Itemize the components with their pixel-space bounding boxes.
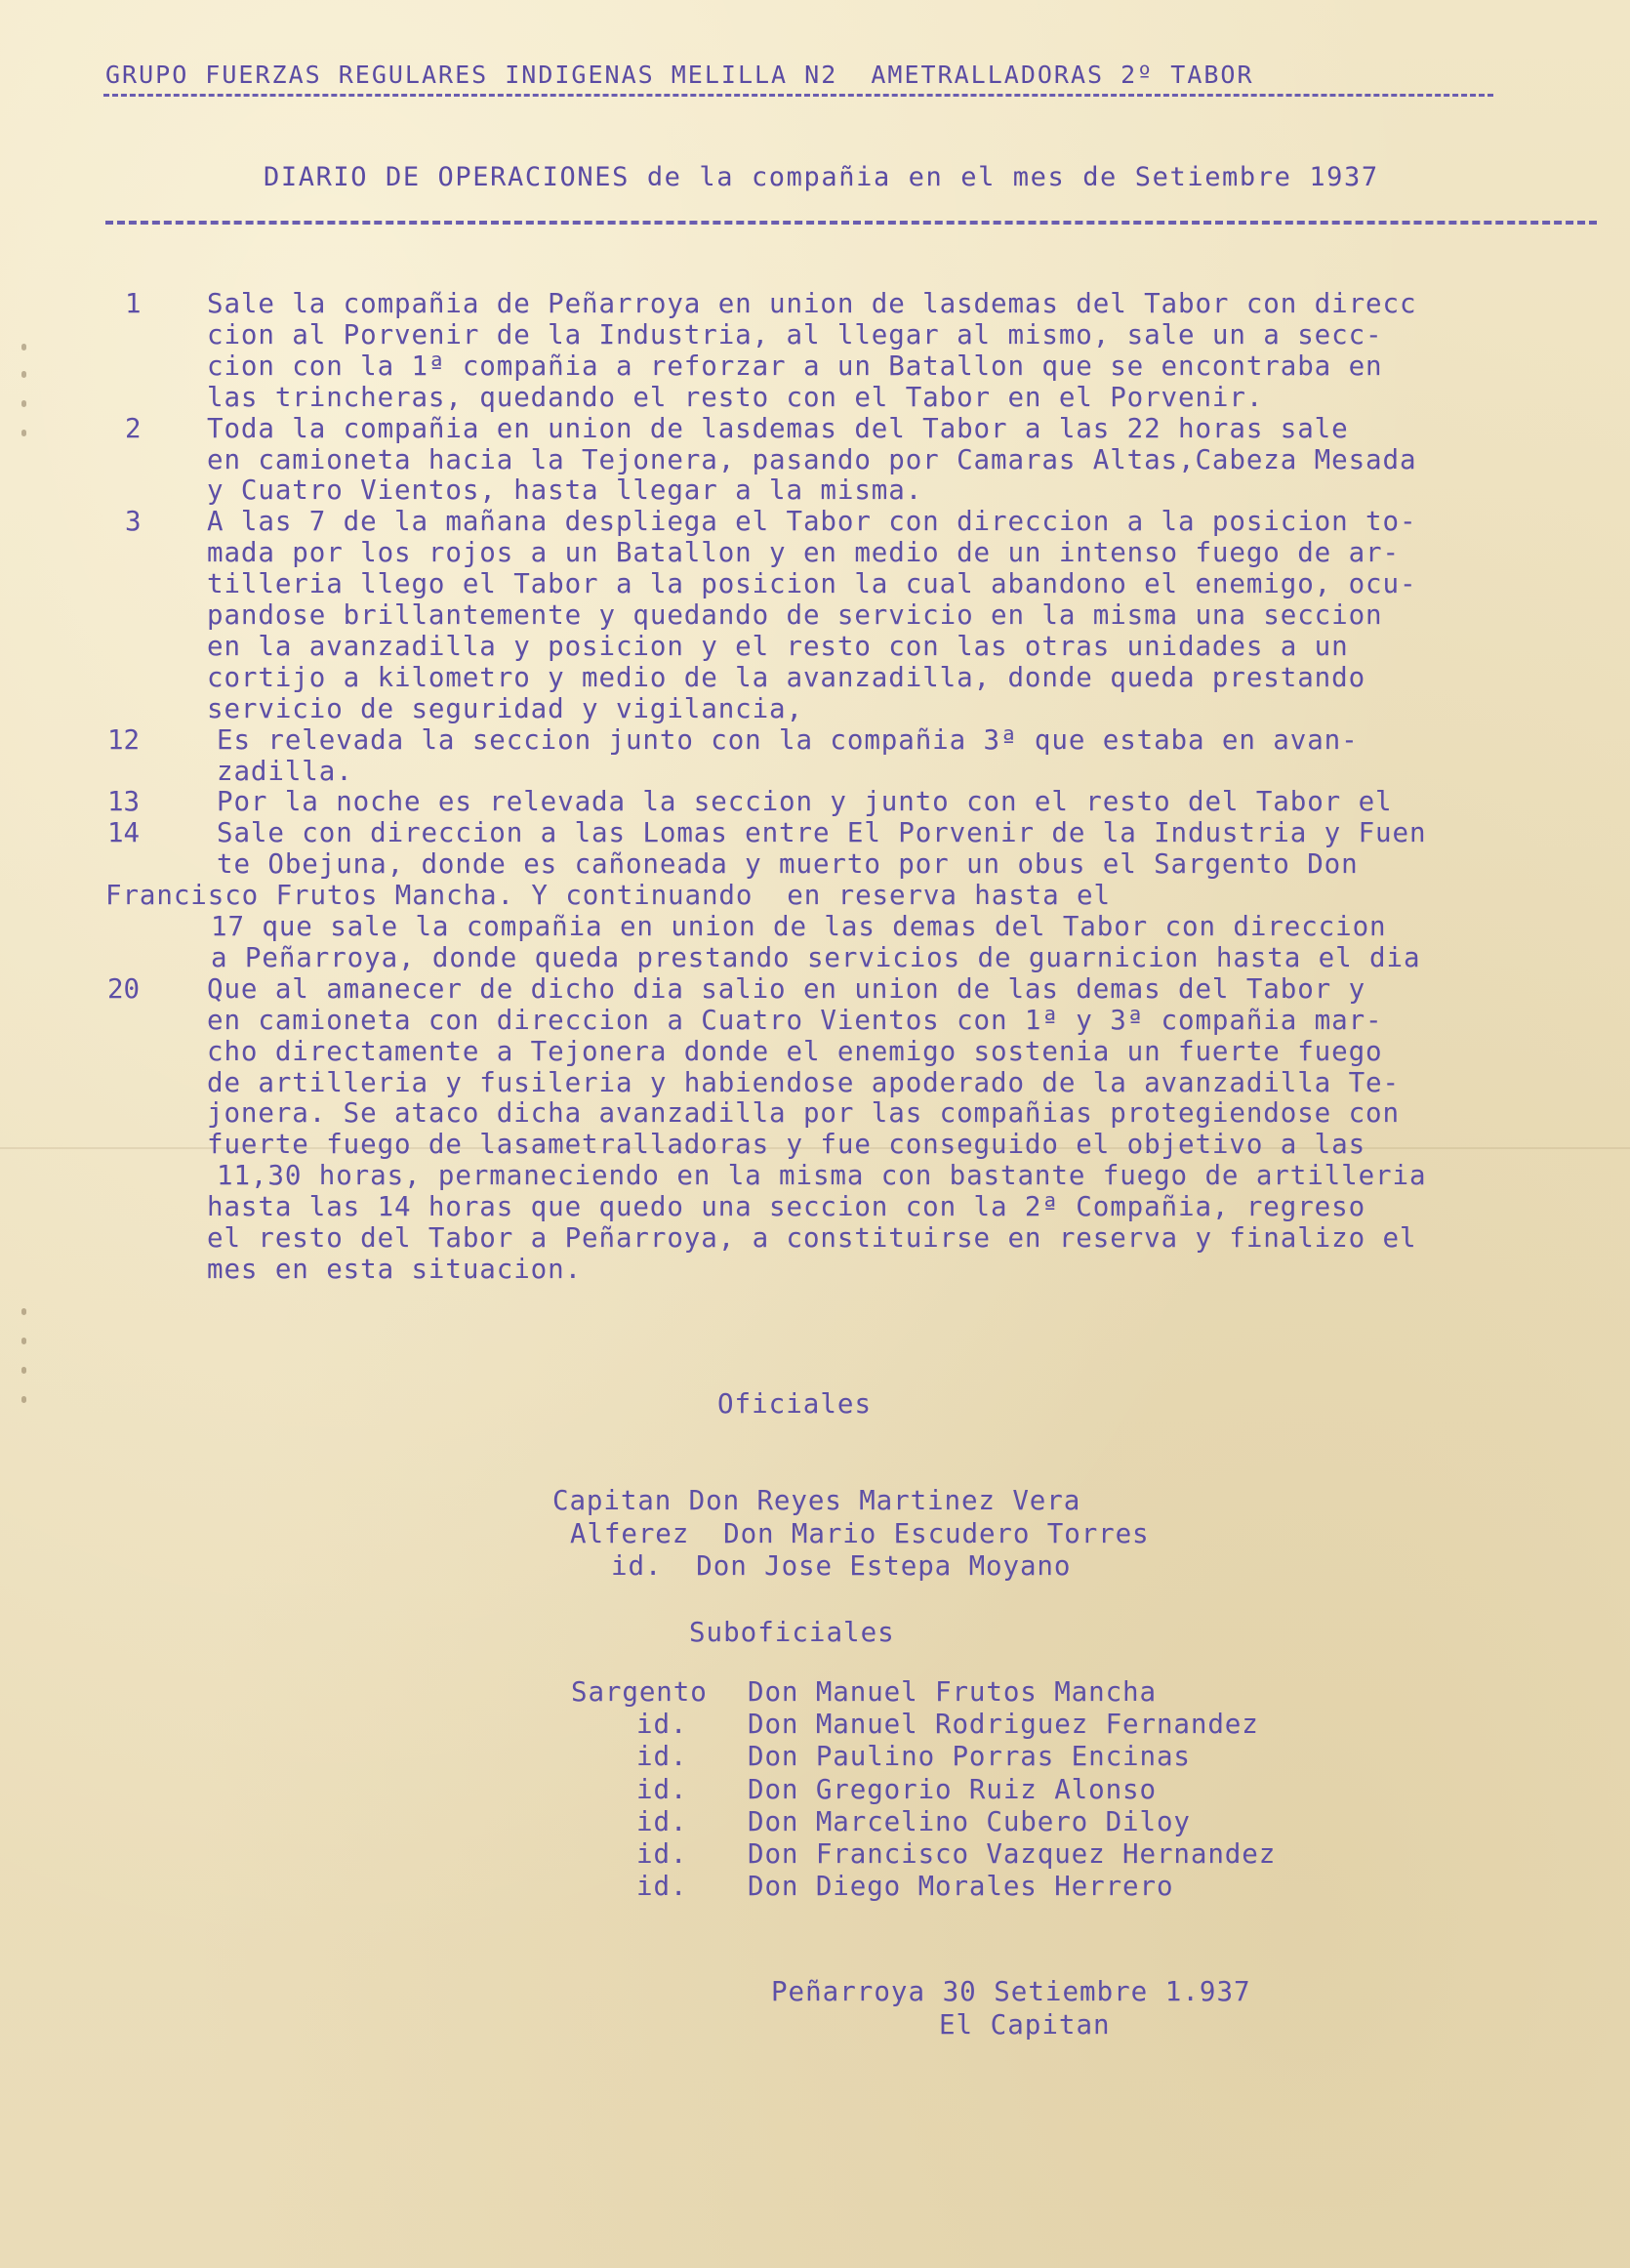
punch-hole xyxy=(21,1367,26,1374)
entry-line: jonera. Se ataco dicha avanzadilla por las compañias protegiendose con xyxy=(207,1097,1400,1130)
entry-line: pandose brillantemente y quedando de servicio en la misma una seccion xyxy=(207,599,1383,631)
punch-hole xyxy=(21,371,26,378)
entry-line: Que al amanecer de dicho dia salio en union de las demas del Tabor y xyxy=(207,972,1366,1005)
nco-heading: Suboficiales xyxy=(689,1617,895,1648)
entry-line: y Cuatro Vientos, hasta llegar a la misma. xyxy=(207,474,923,507)
punch-hole xyxy=(21,1308,26,1315)
nco-name: Don Francisco Vazquez Hernandez xyxy=(748,1838,1277,1870)
document-header: GRUPO FUERZAS REGULARES INDIGENAS MELILLA N2 AMETRALLADORAS 2º TABOR xyxy=(105,61,1254,89)
entry-day-number: 1 xyxy=(125,288,142,319)
punch-hole xyxy=(21,344,26,351)
subtitle-underline xyxy=(105,221,1597,225)
entry-line: Toda la compañia en union de lasdemas del Tabor a las 22 horas sale xyxy=(207,412,1349,444)
nco-name: Don Diego Morales Herrero xyxy=(748,1871,1174,1903)
punch-hole xyxy=(21,430,26,436)
signature-title: El Capitan xyxy=(939,2009,1111,2041)
entry-line: Sale la compañia de Peñarroya en union de lasdemas del Tabor con direcc xyxy=(207,288,1417,319)
entry-day-number: 13 xyxy=(107,786,141,818)
nco-name: Don Manuel Frutos Mancha xyxy=(748,1676,1157,1708)
place-date: Peñarroya 30 Setiembre 1.937 xyxy=(771,1976,1251,2007)
entry-day-number: 12 xyxy=(107,723,141,756)
punch-hole xyxy=(21,400,26,407)
punch-hole xyxy=(21,1338,26,1344)
entry-day-number: 2 xyxy=(125,412,142,444)
entry-line: servicio de seguridad y vigilancia, xyxy=(207,692,803,724)
entry-line: de artilleria y fusileria y habiendose apoderado de la avanzadilla Te- xyxy=(207,1066,1400,1098)
entry-line: las trincheras, quedando el resto con el Tabor en el Porvenir. xyxy=(207,381,1264,413)
entry-line: mada por los rojos a un Batallon y en medio de un intenso fuego de ar- xyxy=(207,537,1400,569)
nco-name: Don Marcelino Cubero Diloy xyxy=(748,1805,1191,1837)
entry-line: Es relevada la seccion junto con la compañia 3ª que estaba en avan- xyxy=(217,723,1359,756)
entry-line: en la avanzadilla y posicion y el resto con las otras unidades a un xyxy=(207,630,1349,662)
entry-line: cortijo a kilometro y medio de la avanzadilla, donde queda prestando xyxy=(207,661,1366,693)
nco-name: Don Gregorio Ruiz Alonso xyxy=(748,1773,1157,1805)
nco-name: Don Paulino Porras Encinas xyxy=(748,1741,1191,1773)
entry-line: Sale con direccion a las Lomas entre El Porvenir de la Industria y Fuen xyxy=(217,817,1427,849)
header-underline xyxy=(103,94,1493,97)
entry-day-number: 3 xyxy=(125,506,142,538)
entry-line: fuerte fuego de lasametralladoras y fue conseguido el objetivo a las xyxy=(207,1129,1366,1161)
entry-line: cho directamente a Tejonera donde el enemigo sostenia un fuerte fuego xyxy=(207,1035,1383,1067)
entry-line: te Obejuna, donde es cañoneada y muerto por un obus el Sargento Don xyxy=(217,848,1359,881)
officer-entry: Capitan Don Reyes Martinez Vera xyxy=(552,1485,1081,1516)
entry-day-number: 14 xyxy=(107,817,141,849)
punch-hole xyxy=(21,1396,26,1403)
officer-entry: id. Don Jose Estepa Moyano xyxy=(611,1550,1072,1582)
entry-line: Por la noche es relevada la seccion y junto con el resto del Tabor el xyxy=(217,786,1393,818)
nco-rank: id. xyxy=(636,1805,688,1837)
entry-line: en camioneta hacia la Tejonera, pasando por Camaras Altas,Cabeza Mesada xyxy=(207,443,1417,475)
entry-line: A las 7 de la mañana despliega el Tabor con direccion a la posicion to- xyxy=(207,506,1417,538)
continuation-line: Francisco Frutos Mancha. Y continuando en reserva hasta el xyxy=(105,880,1111,912)
officer-entry: Alferez Don Mario Escudero Torres xyxy=(570,1517,1150,1549)
entry-line: hasta las 14 horas que quedo una seccion con la 2ª Compañia, regreso xyxy=(207,1191,1366,1223)
entry-line: el resto del Tabor a Peñarroya, a constituirse en reserva y finalizo el xyxy=(207,1222,1417,1254)
entry-day-number: 20 xyxy=(107,972,141,1005)
entry-line: cion al Porvenir de la Industria, al llegar al mismo, sale un a secc- xyxy=(207,318,1383,351)
nco-rank: id. xyxy=(636,1773,688,1805)
continuation-line: 17 que sale la compañia en union de las demas del Tabor con direccion xyxy=(211,911,1387,942)
entry-line: en camioneta con direccion a Cuatro Vientos con 1ª y 3ª compañia mar- xyxy=(207,1004,1383,1036)
entry-line: mes en esta situacion. xyxy=(207,1253,583,1285)
entry-line: cion con la 1ª compañia a reforzar a un Batallon que se encontraba en xyxy=(207,350,1383,382)
nco-name: Don Manuel Rodriguez Fernandez xyxy=(748,1709,1259,1741)
nco-rank: Sargento xyxy=(571,1676,708,1708)
document-subtitle: DIARIO DE OPERACIONES de la compañia en el mes de Setiembre 1937 xyxy=(264,162,1379,192)
nco-rank: id. xyxy=(636,1741,688,1773)
entry-line: zadilla. xyxy=(217,755,353,787)
officers-heading: Oficiales xyxy=(717,1388,873,1420)
entry-line: tilleria llego el Tabor a la posicion la cual abandono el enemigo, ocu- xyxy=(207,568,1417,600)
continuation-line: a Peñarroya, donde queda prestando servicios de guarnicion hasta el dia xyxy=(211,941,1421,973)
nco-rank: id. xyxy=(636,1709,688,1741)
entry-line: 11,30 horas, permaneciendo en la misma con bastante fuego de artilleria xyxy=(217,1160,1427,1192)
nco-rank: id. xyxy=(636,1871,688,1903)
nco-rank: id. xyxy=(636,1838,688,1870)
